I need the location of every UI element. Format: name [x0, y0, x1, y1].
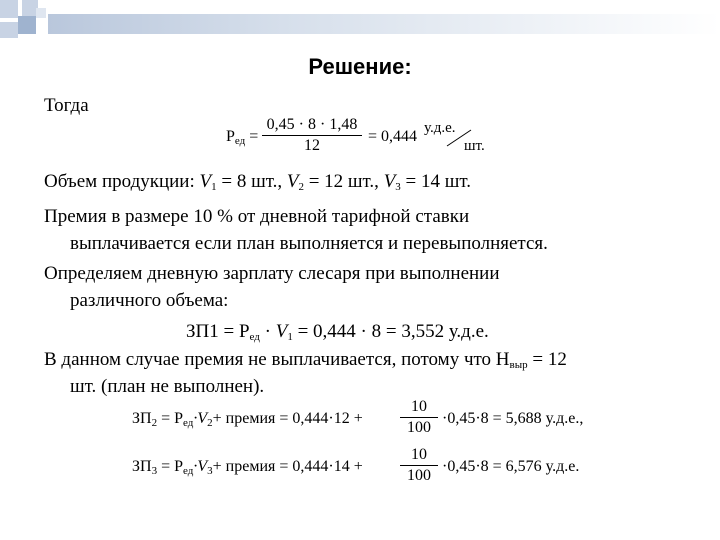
formula-p-denominator: 12 — [262, 135, 362, 156]
slide-title: Решение: — [308, 54, 412, 79]
volume-line: Объем продукции: $V_1 = 8$ шт., $V_2 = 12$ шт., $V_3 = 14$ шт. — [44, 171, 472, 193]
case-line-1: В данном случае премия не выплачивается, потому что $Н_{выр} = 12$ — [44, 349, 567, 371]
formula-p-unit-den: шт. — [464, 138, 485, 154]
case-paragraph — [44, 346, 567, 400]
define-line-2: различного объема: — [70, 290, 229, 311]
formula-p-numerator: 0,45 · 8 · 1,48 — [266, 116, 358, 133]
decor-square — [0, 22, 18, 38]
formula-p-symbol: P — [226, 128, 235, 145]
formula-p-unit-num: у.д.е. — [424, 120, 456, 136]
bonus-line-2: выплачивается если план выполняется и перевыполняется. — [70, 233, 548, 254]
formula-p-subscript: ед — [234, 135, 246, 147]
then-label: Тогда — [44, 95, 89, 116]
formula-p-result: = 0,444 — [368, 128, 418, 145]
define-line-1: Определяем дневную зарплату слесаря при выполнении — [44, 263, 500, 284]
formula-zp1: $ЗП1 = Р_{ед} \cdot V_1 = 0,444 \cdot 8 = 3,552$ у.д.е. — [186, 321, 489, 343]
bonus-line-1: Премия в размере 10 % от дневной тарифной ставки — [44, 206, 470, 227]
formula-zp3-fraction: $\frac{10}{100}$ — [400, 445, 438, 486]
bonus-paragraph — [44, 203, 548, 257]
decor-square — [36, 8, 46, 18]
header-band — [48, 14, 720, 34]
decor-square — [18, 16, 36, 34]
define-paragraph — [44, 260, 500, 314]
case-line-2: шт. (план не выполнен). — [70, 376, 265, 397]
decor-square — [0, 0, 18, 18]
formula-zp2-fraction: $\frac{10}{100}$ — [400, 397, 438, 438]
formula-p-fraction — [262, 115, 362, 156]
